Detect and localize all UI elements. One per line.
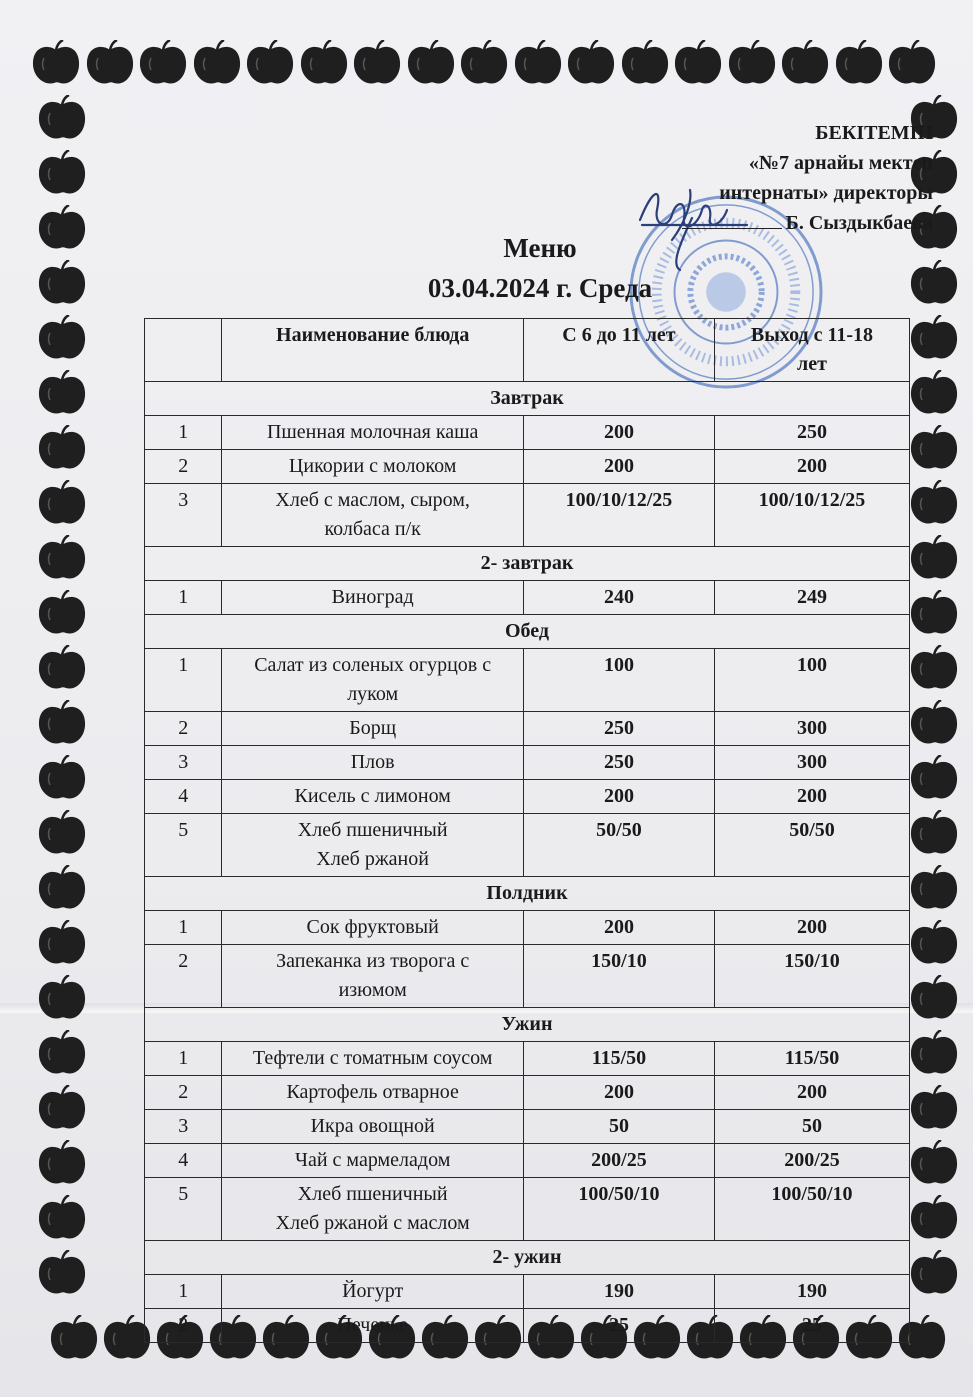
apple-icon — [36, 1140, 88, 1188]
apple-icon — [36, 645, 88, 693]
row-name: Цикории с молоком — [222, 450, 524, 484]
approval-line3: интернаты» директоры — [719, 182, 933, 204]
row-value-a: 250 — [523, 712, 714, 746]
section-lunch: Обед — [145, 615, 910, 649]
row-no: 1 — [145, 649, 222, 712]
apple-icon — [458, 40, 510, 88]
apple-icon — [191, 40, 243, 88]
row-value-b: 100 — [714, 649, 909, 712]
table-row — [145, 712, 910, 746]
table-row — [145, 1042, 910, 1076]
row-name: Икра овощной — [222, 1110, 524, 1144]
row-name-line1: Хлеб с маслом, сыром, — [275, 489, 470, 511]
section-snack: Полдник — [145, 877, 910, 911]
apple-icon — [672, 40, 724, 88]
apple-icon — [833, 40, 885, 88]
apple-icon — [565, 40, 617, 88]
table-row — [145, 450, 910, 484]
apple-icon — [908, 425, 960, 473]
approval-director-name: Б. Сыздыкбаева — [785, 212, 933, 234]
apple-icon — [908, 535, 960, 583]
row-no: 2 — [145, 1309, 222, 1343]
row-name — [222, 945, 524, 1008]
apple-icon — [36, 810, 88, 858]
apple-icon — [36, 700, 88, 748]
apple-icon — [908, 260, 960, 308]
apple-icon — [36, 590, 88, 638]
row-value-a: 200 — [523, 450, 714, 484]
apple-icon — [30, 40, 82, 88]
apple-icon — [298, 40, 350, 88]
row-no: 1 — [145, 1042, 222, 1076]
apple-icon — [619, 40, 671, 88]
row-name — [222, 484, 524, 547]
header-age-b — [714, 319, 909, 382]
row-value-b: 115/50 — [714, 1042, 909, 1076]
table-row — [145, 1144, 910, 1178]
apple-icon — [36, 1030, 88, 1078]
row-value-b: 25 — [714, 1309, 909, 1343]
row-name-line1: Запеканка из творога с — [276, 950, 470, 972]
row-name — [222, 1178, 524, 1241]
apple-icon — [908, 370, 960, 418]
table-row — [145, 945, 910, 1008]
row-no: 2 — [145, 712, 222, 746]
row-name: Виноград — [222, 581, 524, 615]
row-name-line2: изюмом — [338, 979, 407, 1001]
apple-icon — [908, 865, 960, 913]
section-breakfast2: 2- завтрак — [145, 547, 910, 581]
header-age-b-line1: Выход с 11-18 — [750, 324, 874, 346]
row-no: 2 — [145, 1076, 222, 1110]
apple-icon — [886, 40, 938, 88]
row-value-a: 25 — [523, 1309, 714, 1343]
apple-icon — [726, 40, 778, 88]
apple-icon — [244, 40, 296, 88]
row-name: Кисель с лимоном — [222, 780, 524, 814]
apple-icon — [36, 865, 88, 913]
row-value-a: 150/10 — [523, 945, 714, 1008]
row-name-line2: Хлеб ржаной с маслом — [275, 1212, 470, 1234]
approval-block — [682, 118, 933, 238]
apple-icon — [36, 1195, 88, 1243]
table-header-row — [145, 319, 910, 382]
row-value-a: 200 — [523, 911, 714, 945]
apple-icon — [351, 40, 403, 88]
apple-icon — [36, 1085, 88, 1133]
signature-line — [682, 228, 782, 229]
apple-icon — [36, 975, 88, 1023]
row-no: 5 — [145, 814, 222, 877]
table-row — [145, 780, 910, 814]
header-no — [145, 319, 222, 382]
table-row — [145, 814, 910, 877]
header-age-b-line2: лет — [797, 353, 827, 375]
row-value-b: 200 — [714, 780, 909, 814]
row-no: 1 — [145, 911, 222, 945]
row-value-b: 249 — [714, 581, 909, 615]
row-value-b: 300 — [714, 746, 909, 780]
row-value-a: 200/25 — [523, 1144, 714, 1178]
row-no: 3 — [145, 484, 222, 547]
apple-icon — [36, 920, 88, 968]
row-name: Пшенная молочная каша — [222, 416, 524, 450]
row-value-a: 200 — [523, 416, 714, 450]
apple-icon — [908, 1085, 960, 1133]
header-name: Наименование блюда — [222, 319, 524, 382]
apple-icon — [36, 535, 88, 583]
row-name: Плов — [222, 746, 524, 780]
row-value-b: 200 — [714, 911, 909, 945]
row-no: 1 — [145, 581, 222, 615]
row-value-b: 190 — [714, 1275, 909, 1309]
row-value-a: 100/50/10 — [523, 1178, 714, 1241]
apple-icon — [137, 40, 189, 88]
row-value-b: 200/25 — [714, 1144, 909, 1178]
section-dinner2: 2- ужин — [145, 1241, 910, 1275]
table-row — [145, 484, 910, 547]
table-row — [145, 1110, 910, 1144]
row-no: 4 — [145, 780, 222, 814]
row-value-a: 240 — [523, 581, 714, 615]
apple-icon — [36, 755, 88, 803]
row-no: 2 — [145, 945, 222, 1008]
row-value-b: 50/50 — [714, 814, 909, 877]
row-no: 1 — [145, 416, 222, 450]
table-row — [145, 1275, 910, 1309]
section-breakfast: Завтрак — [145, 382, 910, 416]
row-value-a: 250 — [523, 746, 714, 780]
apple-icon — [908, 975, 960, 1023]
apple-icon — [908, 1140, 960, 1188]
apple-icon — [779, 40, 831, 88]
row-no: 1 — [145, 1275, 222, 1309]
apple-icon — [36, 205, 88, 253]
approval-line1: БЕКІТЕМІН — [815, 122, 933, 144]
row-value-b: 200 — [714, 1076, 909, 1110]
row-name-line1: Салат из соленых огурцов с — [254, 654, 492, 676]
row-value-a: 100/10/12/25 — [523, 484, 714, 547]
row-name-line2: луком — [347, 683, 399, 705]
table-row — [145, 1309, 910, 1343]
row-name — [222, 814, 524, 877]
apple-icon — [36, 480, 88, 528]
apple-icon — [36, 315, 88, 363]
table-row — [145, 649, 910, 712]
apple-icon — [908, 1030, 960, 1078]
table-row — [145, 581, 910, 615]
row-no: 4 — [145, 1144, 222, 1178]
table-row — [145, 911, 910, 945]
row-value-b: 50 — [714, 1110, 909, 1144]
row-name — [222, 649, 524, 712]
row-name-line1: Хлеб пшеничный — [297, 819, 448, 841]
apple-icon — [908, 755, 960, 803]
menu-table — [144, 318, 910, 1343]
row-value-a: 100 — [523, 649, 714, 712]
apple-icon — [908, 480, 960, 528]
row-name: Йогурт — [222, 1275, 524, 1309]
row-name-line1: Хлеб пшеничный — [297, 1183, 448, 1205]
row-value-b: 200 — [714, 450, 909, 484]
row-value-b: 100/10/12/25 — [714, 484, 909, 547]
row-no: 2 — [145, 450, 222, 484]
apple-icon — [36, 150, 88, 198]
row-no: 3 — [145, 746, 222, 780]
row-name: Чай с мармеладом — [222, 1144, 524, 1178]
row-value-a: 115/50 — [523, 1042, 714, 1076]
row-name: Борщ — [222, 712, 524, 746]
apple-icon — [36, 370, 88, 418]
row-value-a: 190 — [523, 1275, 714, 1309]
apple-icon — [84, 40, 136, 88]
section-dinner: Ужин — [145, 1008, 910, 1042]
row-value-a: 200 — [523, 780, 714, 814]
apple-icon — [908, 920, 960, 968]
apple-icon — [908, 315, 960, 363]
approval-line2: «№7 арнайы мектеп — [748, 152, 933, 174]
row-name: Картофель отварное — [222, 1076, 524, 1110]
row-no: 3 — [145, 1110, 222, 1144]
apple-icon — [908, 1195, 960, 1243]
row-value-b: 150/10 — [714, 945, 909, 1008]
apple-icon — [908, 810, 960, 858]
apple-icon — [512, 40, 564, 88]
apple-icon — [908, 645, 960, 693]
apple-icon — [908, 700, 960, 748]
row-name: Печенье — [222, 1309, 524, 1343]
row-name: Тефтели с томатным соусом — [222, 1042, 524, 1076]
row-name: Сок фруктовый — [222, 911, 524, 945]
row-value-a: 50/50 — [523, 814, 714, 877]
row-name-line2: колбаса п/к — [324, 518, 421, 540]
apple-icon — [48, 1315, 100, 1363]
apple-icon — [908, 1250, 960, 1298]
apple-icon — [36, 1250, 88, 1298]
apple-icon — [36, 95, 88, 143]
apple-icon — [36, 260, 88, 308]
menu-date: 03.04.2024 г. Среда — [427, 273, 653, 303]
header-age-a: С 6 до 11 лет — [523, 319, 714, 382]
row-value-a: 200 — [523, 1076, 714, 1110]
table-row — [145, 746, 910, 780]
apple-icon — [908, 590, 960, 638]
table-row — [145, 416, 910, 450]
row-value-b: 250 — [714, 416, 909, 450]
row-value-a: 50 — [523, 1110, 714, 1144]
row-name-line2: Хлеб ржаной — [316, 848, 429, 870]
menu-title: Меню — [503, 233, 577, 263]
table-row — [145, 1178, 910, 1241]
row-value-b: 100/50/10 — [714, 1178, 909, 1241]
row-no: 5 — [145, 1178, 222, 1241]
apple-icon — [36, 425, 88, 473]
row-value-b: 300 — [714, 712, 909, 746]
apple-icon — [405, 40, 457, 88]
table-row — [145, 1076, 910, 1110]
